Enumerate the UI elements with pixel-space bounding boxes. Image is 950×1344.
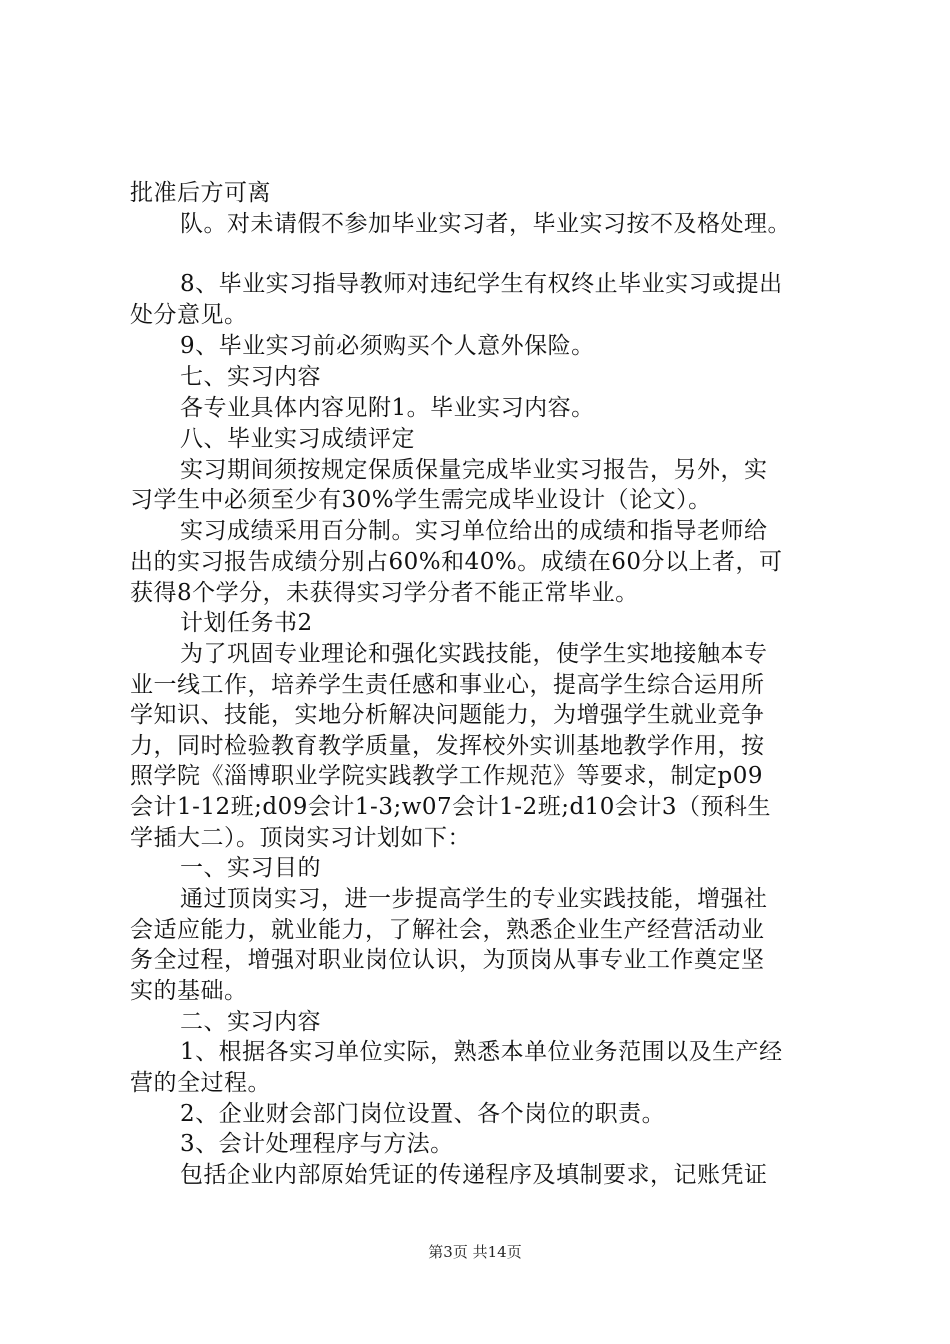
page-number-footer: 第3页 共14页 xyxy=(428,1243,522,1261)
text-line: 务全过程，增强对职业岗位认识，为顶岗从事专业工作奠定坚 xyxy=(130,947,765,973)
text-line: 各专业具体内容见附1。毕业实习内容。 xyxy=(180,395,595,421)
text-line: 会计1-12班;d09会计1-3;w07会计1-2班;d10会计3（预科生 xyxy=(130,794,772,820)
text-line: 力，同时检验教育教学质量，发挥校外实训基地教学作用，按 xyxy=(130,733,765,759)
text-line: 通过顶岗实习，进一步提高学生的专业实践技能，增强社 xyxy=(180,886,768,912)
text-line: 业一线工作，培养学生责任感和事业心，提高学生综合运用所 xyxy=(130,672,765,698)
text-line: 包括企业内部原始凭证的传递程序及填制要求，记账凭证 xyxy=(180,1162,768,1188)
text-line: 批准后方可离 xyxy=(130,180,271,206)
text-line: 实习期间须按规定保质保量完成毕业实习报告，另外，实 xyxy=(180,457,768,483)
text-line: 8、毕业实习指导教师对违纪学生有权终止毕业实习或提出 xyxy=(180,271,783,297)
text-line: 照学院《淄博职业学院实践教学工作规范》等要求，制定p09 xyxy=(130,763,763,789)
text-line: 3、会计处理程序与方法。 xyxy=(180,1131,454,1157)
section-heading: 二、实习内容 xyxy=(180,1009,321,1035)
text-line: 会适应能力，就业能力，了解社会，熟悉企业生产经营活动业 xyxy=(130,917,765,943)
text-line: 出的实习报告成绩分别占60%和40%。成绩在60分以上者，可 xyxy=(130,549,783,575)
text-line: 处分意见。 xyxy=(130,302,248,328)
text-line: 学知识、技能，实地分析解决问题能力，为增强学生就业竞争 xyxy=(130,702,765,728)
text-line: 为了巩固专业理论和强化实践技能，使学生实地接触本专 xyxy=(180,641,768,667)
section-heading: 计划任务书2 xyxy=(180,610,313,636)
text-line: 9、毕业实习前必须购买个人意外保险。 xyxy=(180,333,595,359)
section-heading: 八、毕业实习成绩评定 xyxy=(180,426,415,452)
text-line: 习学生中必须至少有30%学生需完成毕业设计（论文）。 xyxy=(130,487,712,513)
section-heading: 一、实习目的 xyxy=(180,855,321,881)
text-line: 实的基础。 xyxy=(130,978,248,1004)
text-line: 2、企业财会部门岗位设置、各个岗位的职责。 xyxy=(180,1101,666,1127)
text-line: 学插大二）。顶岗实习计划如下： xyxy=(130,825,471,851)
text-line: 队。对未请假不参加毕业实习者，毕业实习按不及格处理。 xyxy=(180,211,791,237)
text-line: 营的全过程。 xyxy=(130,1070,271,1096)
text-line: 1、根据各实习单位实际，熟悉本单位业务范围以及生产经 xyxy=(180,1039,783,1065)
text-line: 实习成绩采用百分制。实习单位给出的成绩和指导老师给 xyxy=(180,518,768,544)
section-heading: 七、实习内容 xyxy=(180,364,321,390)
text-line: 获得8个学分，未获得实习学分者不能正常毕业。 xyxy=(130,580,639,606)
